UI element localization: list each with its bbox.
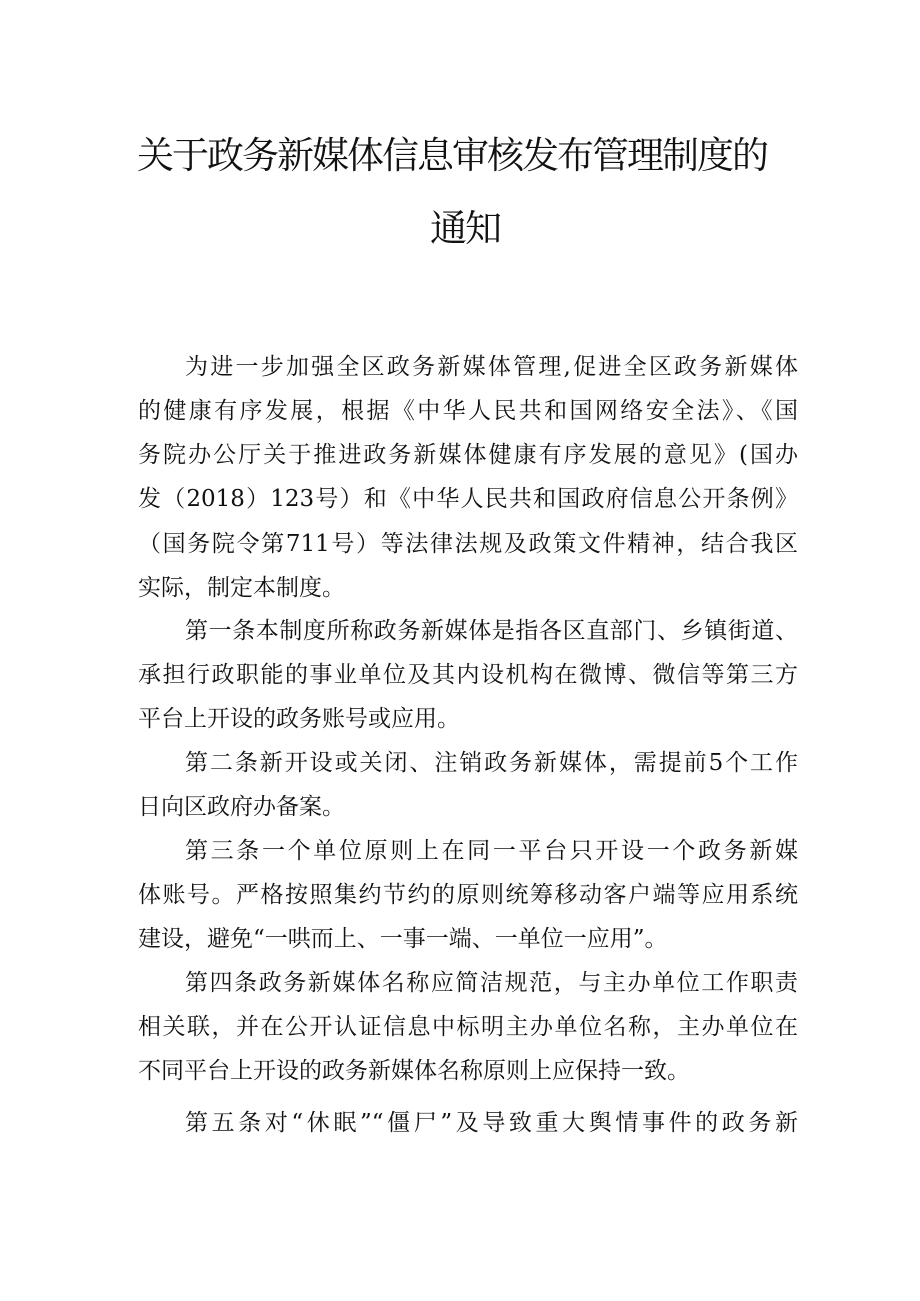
body-text-line: 第四条政务新媒体名称应简洁规范，与主办单位工作职责 xyxy=(185,970,798,996)
document-title-line-1: 关于政务新媒体信息审核发布管理制度的 xyxy=(137,134,767,177)
body-text-line: 承担行政职能的事业单位及其内设机构在微博、微信等第三方 xyxy=(138,662,798,688)
body-text-line: 的健康有序发展，根据《中华人民共和国网络安全法》、《国 xyxy=(138,398,798,424)
body-text-line: 平台上开设的政务账号或应用。 xyxy=(138,706,460,732)
body-text-line: 第二条新开设或关闭、注销政务新媒体，需提前5个工作 xyxy=(185,750,798,776)
body-text-line: （国务院令第711号）等法律法规及政策文件精神，结合我区 xyxy=(138,531,798,557)
body-text-line: 第三条一个单位原则上在同一平台只开设一个政务新媒 xyxy=(185,838,798,864)
body-text-line: 实际，制定本制度。 xyxy=(138,575,345,601)
body-text-line: 建设，避免“一哄而上、一事一端、一单位一应用”。 xyxy=(138,926,668,952)
body-text-line: 发（2018）123号）和《中华人民共和国政府信息公开条例》 xyxy=(138,486,798,512)
body-text-line: 第一条本制度所称政务新媒体是指各区直部门、乡镇街道、 xyxy=(185,618,798,644)
body-text-line: 第五条对“休眠”“僵尸”及导致重大舆情事件的政务新 xyxy=(185,1110,798,1136)
document-title-line-2: 通知 xyxy=(430,207,500,250)
body-text-line: 相关联，并在公开认证信息中标明主办单位名称，主办单位在 xyxy=(138,1014,798,1040)
body-text-line: 不同平台上开设的政务新媒体名称原则上应保持一致。 xyxy=(138,1058,690,1084)
body-text-line: 务院办公厅关于推进政务新媒体健康有序发展的意见》(国办 xyxy=(138,442,798,468)
body-text-line: 体账号。严格按照集约节约的原则统筹移动客户端等应用系统 xyxy=(138,882,798,908)
body-text-line: 为进一步加强全区政务新媒体管理,促进全区政务新媒体 xyxy=(185,354,798,380)
body-text-line: 日向区政府办备案。 xyxy=(138,794,345,820)
